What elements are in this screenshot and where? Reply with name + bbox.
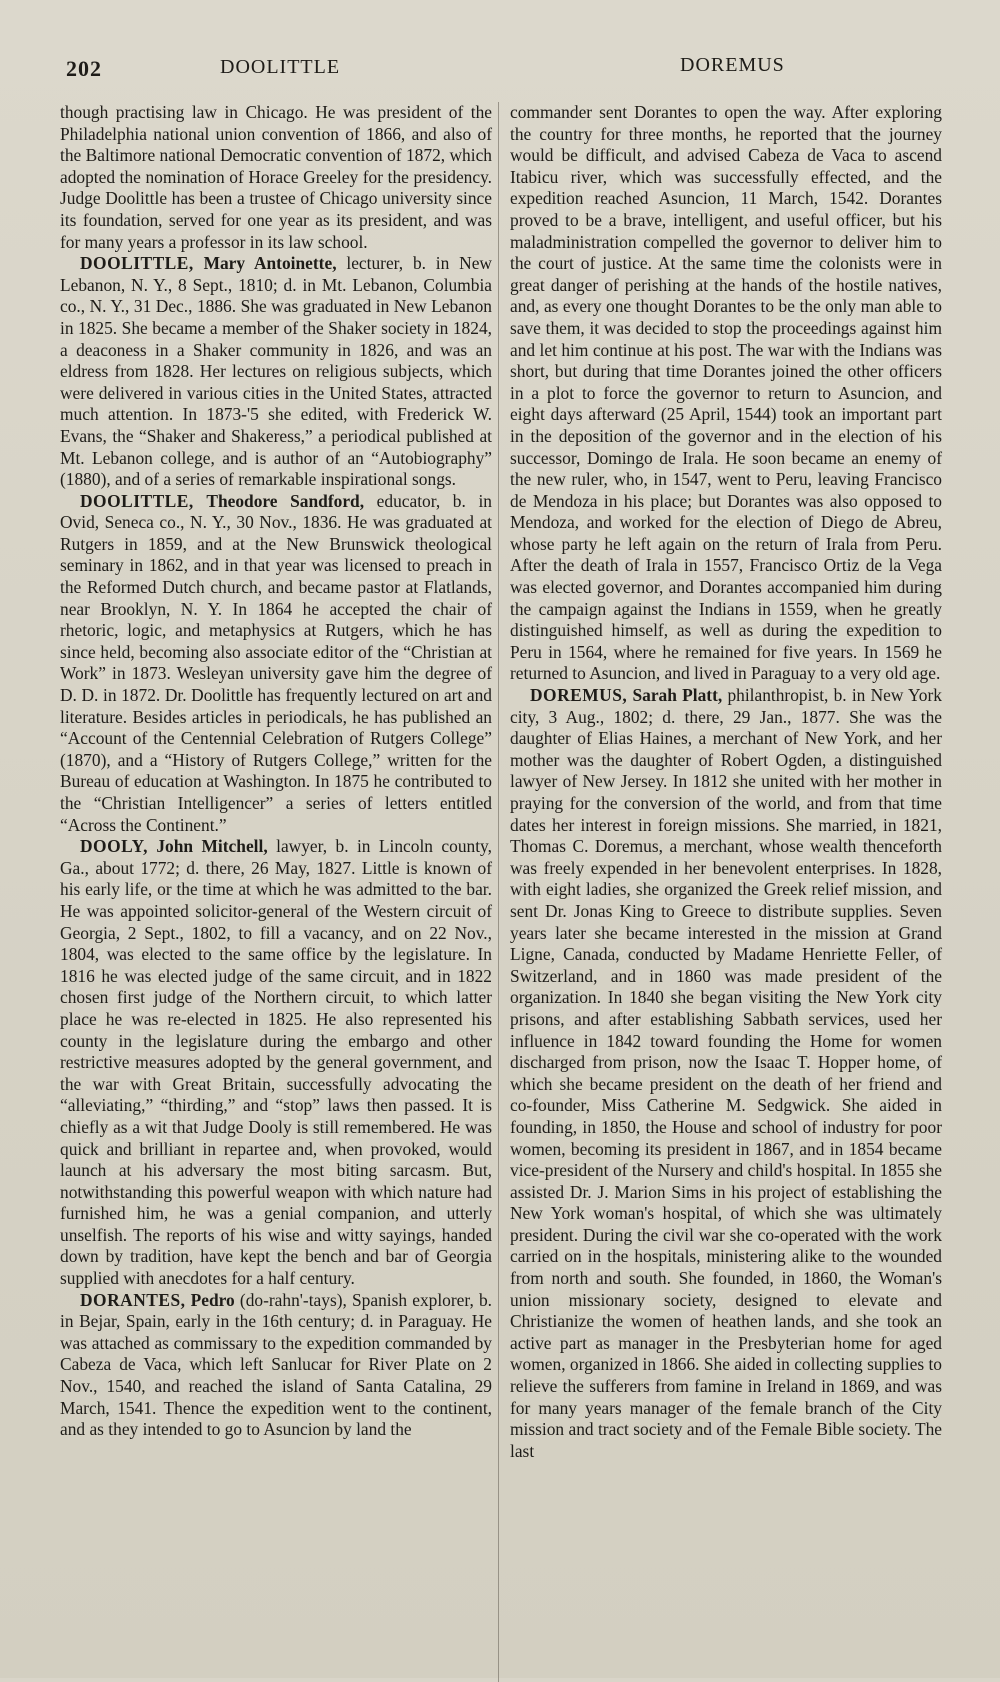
left-column [60, 102, 492, 1441]
entry-paragraph [510, 685, 942, 1462]
entry-given-name: Mary Antoinette, [203, 253, 337, 274]
entry-surname: DOOLY, [80, 836, 148, 857]
page-number: 202 [66, 56, 102, 81]
running-head-right: DOREMUS [680, 54, 785, 76]
entry-text: (do-rahn'-tays), Spanish explorer, b. in Bejar, Spain, early in the 16th century; d. in Paraguay. He was attached as commissary to the expedition commanded by Cabeza de Vaca, which left Sanlucar for River Plate on 2 Nov., 1540, and reached the island of Santa Catalina, 29 March, 1541. Thence the expedition went to the continent, and as they intended to go to Asuncion by land the [60, 1289, 493, 1440]
entry-text: lecturer, b. in New Lebanon, N. Y., 8 Sept., 1810; d. in Mt. Lebanon, Columbia co., N. Y., 31 Dec., 1886. She was graduated in New Lebanon in 1825. She became a member of the Shaker society in 1824, a deaconess in a Shaker community in 1826, and was an eldress from 1828. Her lectures on religious subjects, which were delivered in various cities in the United States, attracted much attention. In 1873-'5 she edited, with Frederick W. Evans, the “Shaker and Shakeress,” a periodical published at Mt. Lebanon college, and is author of an “Autobiography” (1880), and of a series of remarkable inspirational songs. [60, 253, 492, 490]
entry-text: lawyer, b. in Lincoln county, Ga., about 1772; d. there, 26 May, 1827. Little is known of his early life, or the time at which he was admitted to the bar. He was appointed solicitor-general of the Western circuit of Georgia, 2 Sept., 1802, to fill a vacancy, and on 22 Nov., 1804, was elected to the same office by the legislature. In 1816 he was elected judge of the same circuit, and in 1822 chosen first judge of the Northern circuit, to which latter place he was re-elected in 1825. He also represented his county in the legislature during the embargo and other restrictive measures adopted by the general government, and the war with Great Britain, successfully advocating the “alleviating,” “thirding,” and “stop” laws then passed. It is chiefly as a wit that Judge Dooly is still remembered. He was quick and brilliant in repartee and, when provoked, would launch at his adversary the most biting sarcasm. But, notwithstanding this powerful weapon with which nature had furnished him, he was a genial companion, and utterly unselfish. The reports of his wise and witty sayings, handed down by tradition, have kept the bench and bar of Georgia supplied with anecdotes for a half century. [60, 836, 492, 1289]
entry-paragraph [60, 836, 492, 1289]
entry-text: philanthropist, b. in New York city, 3 Aug., 1802; d. there, 29 Jan., 1877. She was the daughter of Elias Haines, a merchant of New York, and her mother was the daughter of Robert Ogden, a distinguished lawyer of New Jersey. In 1812 she united with her mother in praying for the conversion of the world, and from that time dates her interest in foreign missions. She married, in 1821, Thomas C. Doremus, a merchant, whose wealth thenceforth was freely expended in her benevolent enterprises. In 1828, with eight ladies, she organized the Greek relief mission, and sent Dr. Jonas King to Greece to distribute supplies. Seven years later she became interested in the mission at Grand Ligne, Canada, conducted by Madame Henriette Feller, of Switzerland, and in 1860 was made president of the organization. In 1840 she began visiting the New York city prisons, and after establishing Sabbath services, used her influence in 1842 toward founding the Home for women discharged from prison, now the Isaac T. Hopper home, of which she became president on the death of her friend and co-founder, Miss Catherine M. Sedgwick. She aided in founding, in 1850, the House and school of industry for poor women, becoming its president in 1867, and in 1854 became vice-president of the Nursery and child's hospital. In 1855 she assisted Dr. J. Marion Sims in his project of establishing the New York woman's hospital, of which she was ultimately president. During the civil war she co-operated with the work carried on in the hospitals, ministering alike to the wounded from north and south. She founded, in 1860, the Woman's union missionary society, designed to elevate and Christianize the women of heathen lands, and she took an active part as manager in the Presbyterian home for aged women, organized in 1866. She aided in collecting supplies to relieve the sufferers from famine in Ireland in 1869, and was for many years manager of the female branch of the City mission and tract society and of the Female Bible society. The last [510, 685, 942, 1461]
continued-paragraph: commander sent Dorantes to open the way. After exploring the country for three months, he reported that the journey would be difficult, and advised Cabeza de Vaca to ascend Itabicu river, which was successfully effected, and the expedition reached Asuncion, 11 March, 1542. Dorantes proved to be a brave, intelligent, and useful officer, but his maladministration compelled the governor to deliver him to the court of justice. At the same time the colonists were in great danger of perishing at the hands of the hostile natives, and, as every one thought Dorantes to be the only man able to save them, it was decided to stop the proceedings against him and let him continue at his post. The war with the Indians was short, but during that time Dorantes joined the other officers in a plot to force the governor to return to Asuncion, and eight days afterward (25 April, 1544) took an important part in the deposition of the governor and in the election of his successor, Domingo de Irala. He soon became an enemy of the new ruler, who, in 1547, went to Peru, leaving Francisco de Mendoza in his place; but Dorantes was also opposed to Mendoza, and worked for the election of Diego de Abreu, whose party he left again on the return of Irala from Peru. After the death of Irala in 1557, Francisco Ortiz de la Vega was elected governor, and Dorantes accompanied him during the campaign against the Indians in 1559, when he greatly distinguished himself, as well as during the expedition to Peru in 1564, where he remained for five years. In 1569 he returned to Asuncion, and lived in Paraguay to a very old age. [510, 102, 942, 684]
running-head-left: DOOLITTLE [220, 56, 341, 78]
column-divider [498, 102, 499, 1682]
entry-given-name: Theodore Sandford, [206, 490, 365, 511]
entry-paragraph [60, 1290, 492, 1441]
entry-text: educator, b. in Ovid, Seneca co., N. Y., 30 Nov., 1836. He was graduated at Rutgers in 1859, and at the New Brunswick theological seminary in 1862, and in that year was licensed to preach in the Reformed Dutch church, and became pastor at Flatlands, near Brooklyn, N. Y. In 1864 he accepted the chair of rhetoric, logic, and metaphysics at Rutgers, which he has since held, becoming also associate editor of the “Christian at Work” in 1873. Wesleyan university gave him the degree of D. D. in 1872. Dr. Doolittle has frequently lectured on art and literature. Besides articles in periodicals, he has published an “Account of the Centennial Celebration of Rutgers College” (1870), and a “History of Rutgers College,” written for the Bureau of education at Washington. In 1875 he contributed to the “Christian Intelligencer” a series of letters entitled “Across the Continent.” [60, 490, 492, 835]
continued-paragraph: though practising law in Chicago. He was president of the Philadelphia national union convention of 1866, and also of the Baltimore national Democratic convention of 1872, which adopted the nomination of Horace Greeley for the presidency. Judge Doolittle has been a trustee of Chicago university since its foundation, served for one year as its president, and was for many years a professor in its law school. [60, 102, 492, 252]
entry-surname: DORANTES, [80, 1289, 186, 1310]
entry-surname: DOOLITTLE, [80, 253, 194, 274]
entry-paragraph [60, 491, 492, 837]
entry-given-name: Pedro [190, 1289, 235, 1310]
entry-paragraph [60, 253, 492, 491]
entry-surname: DOREMUS, [530, 685, 628, 706]
entry-given-name: John Mitchell, [156, 836, 268, 857]
entry-surname: DOOLITTLE, [80, 490, 194, 511]
running-header [0, 52, 1000, 82]
right-column [510, 102, 942, 1462]
entry-given-name: Sarah Platt, [632, 685, 723, 706]
